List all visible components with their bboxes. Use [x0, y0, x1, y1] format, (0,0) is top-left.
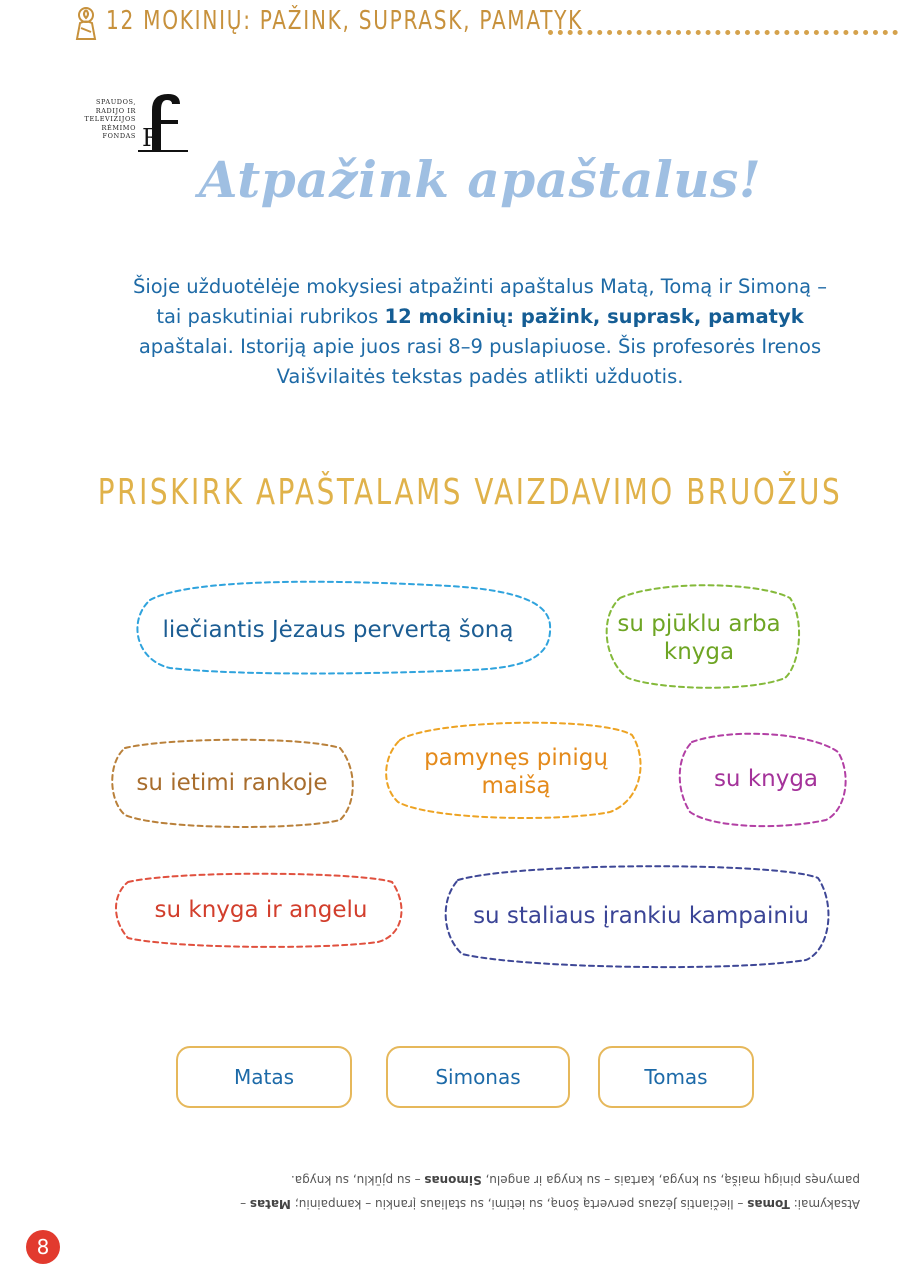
section-heading: PRISKIRK APAŠTALAMS VAIZDAVIMO BRUOŽUS	[97, 472, 843, 513]
header-title: 12 MOKINIŲ: PAŽINK, SUPRASK, PAMATYK	[106, 6, 584, 36]
trait-2: su pjūklu arba knyga	[617, 611, 781, 665]
logo-letter: R	[142, 124, 161, 152]
logo-text: SPAUDOS, RADIJO IR TELEVIZIJOS RĖMIMO FONDAS	[84, 98, 136, 141]
name-box-simonas: Simonas	[386, 1046, 570, 1108]
trait-3: su ietimi rankoje	[136, 770, 328, 796]
trait-7: su staliaus įrankiu kampainiu	[473, 903, 809, 929]
intro-paragraph: Šioje užduotėlėje mokysiesi atpažinti apaštalus Matą, Tomą ir Simoną – tai paskutiniai rubrikos 12 mokinių: pažink, suprask, pamatyk apaštalai. Istoriją apie juos rasi 8–9 puslapiuose. Šis profesorės Irenos Vaišvilaitės tekstas padės atlikti užduotis.	[132, 275, 828, 388]
trait-4: pamynęs pinigų maišą	[424, 745, 608, 799]
name-box-matas: Matas	[176, 1046, 352, 1108]
name-box-tomas: Tomas	[598, 1046, 754, 1108]
page-title: Atpažink apaštalus!	[198, 150, 762, 209]
trait-1: liečiantis Jėzaus pervertą šoną	[162, 617, 514, 643]
page-number: 8	[26, 1230, 60, 1264]
trait-6: su knyga ir angelu	[154, 897, 368, 923]
trait-5: su knyga	[713, 766, 819, 792]
answers-upside-down: Atsakymai: Tomas – liečiantis Jėzaus pervertą šoną, su ietimi, su staliaus įrankiu – kampainiu; Matas – pamynęs pinigų maišą, su knyga, kartais – su knyga ir angelu, Simonas – su pjūklu, su knyga.	[240, 1173, 860, 1211]
